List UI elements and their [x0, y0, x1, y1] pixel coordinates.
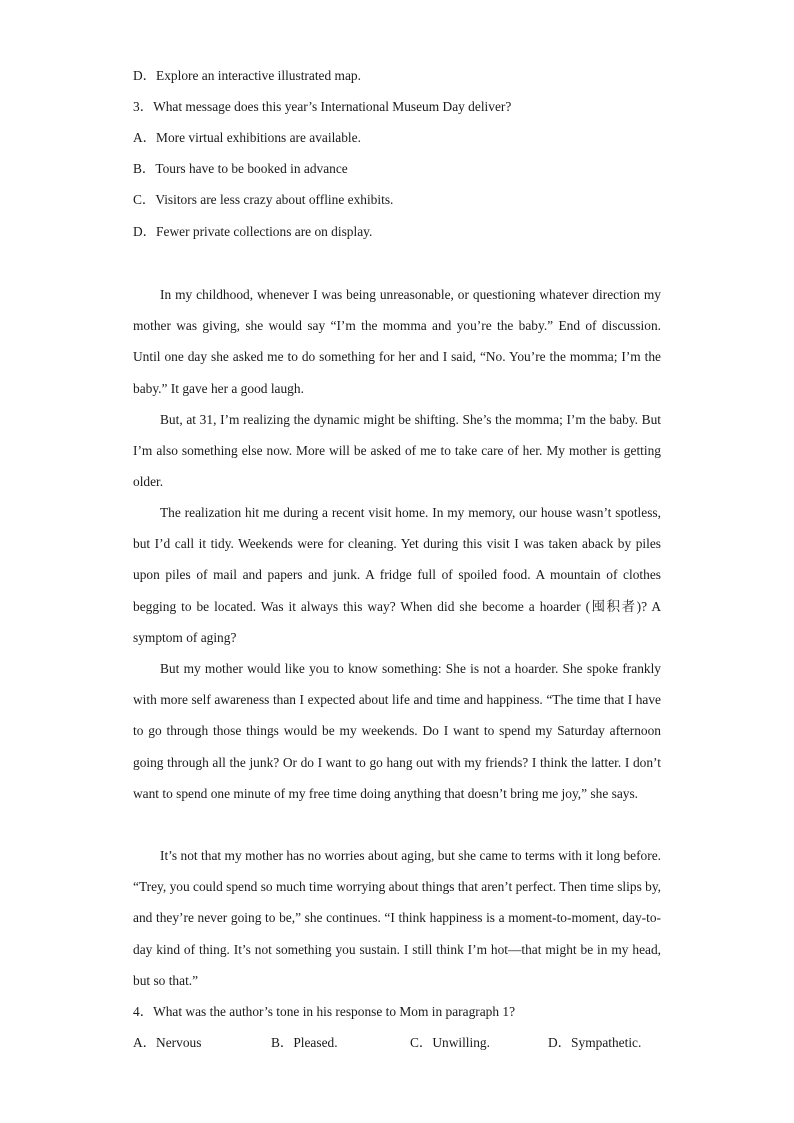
passage-paragraph-4: But my mother would like you to know something: She is not a hoarder. She spoke frankly with more self awareness than I expected about life and time and happiness. “The time that I have to go through those things would be my weekends. Do I want to spend my Saturday afternoon going through all the junk? Or do I want to go hang out with my friends? I think the latter. I don’t want to spend one minute of my free time doing anything that doesn’t bring me joy,” she says.: [133, 661, 661, 801]
q3-question: 3．What message does this year’s International Museum Day deliver?: [133, 99, 512, 114]
passage-paragraph-2: But, at 31, I’m realizing the dynamic might be shifting. She’s the momma; I’m the baby. But I’m also something else now. More will be asked of me to take care of her. My mother is getting older.: [133, 412, 661, 490]
q4-option-c: C．Unwilling.: [410, 1035, 490, 1050]
q3-option-b: B．Tours have to be booked in advance: [133, 161, 348, 176]
passage-paragraph-1: In my childhood, whenever I was being unreasonable, or questioning whatever direction my mother was giving, she would say “I’m the momma and you’re the baby.” End of discussion. Until one day she asked me to do something for her and I said, “No. You’re the momma; I’m the baby.” It gave her a good laugh.: [133, 287, 661, 396]
q4-option-a: A．Nervous: [133, 1035, 202, 1050]
q4-question: 4．What was the author’s tone in his response to Mom in paragraph 1?: [133, 1004, 516, 1019]
q4-option-d: D．Sympathetic.: [548, 1035, 642, 1050]
q3-option-c: C．Visitors are less crazy about offline exhibits.: [133, 192, 394, 207]
q2-option-d: D．Explore an interactive illustrated map.: [133, 68, 361, 83]
passage-paragraph-3: The realization hit me during a recent visit home. In my memory, our house wasn’t spotless, but I’d call it tidy. Weekends were for cleaning. Yet during this visit I was taken aback by piles upon piles of mail and papers and junk. A fridge full of spoiled food. A mountain of clothes begging to be located. Was it always this way? When did she become a hoarder (囤积者)? A symptom of aging?: [133, 505, 661, 645]
q3-option-a: A．More virtual exhibitions are available.: [133, 130, 361, 145]
q3-option-d: D．Fewer private collections are on display.: [133, 224, 373, 239]
q4-option-b: B．Pleased.: [271, 1035, 338, 1050]
passage-paragraph-5: It’s not that my mother has no worries about aging, but she came to terms with it long before. “Trey, you could spend so much time worrying about things that aren’t perfect. Then time slips by, and they’re never going to be,” she continues. “I think happiness is a moment-to-moment, day-to-day kind of thing. It’s not something you sustain. I still think I’m hot—that might be in my head, but so that.”: [133, 848, 661, 988]
